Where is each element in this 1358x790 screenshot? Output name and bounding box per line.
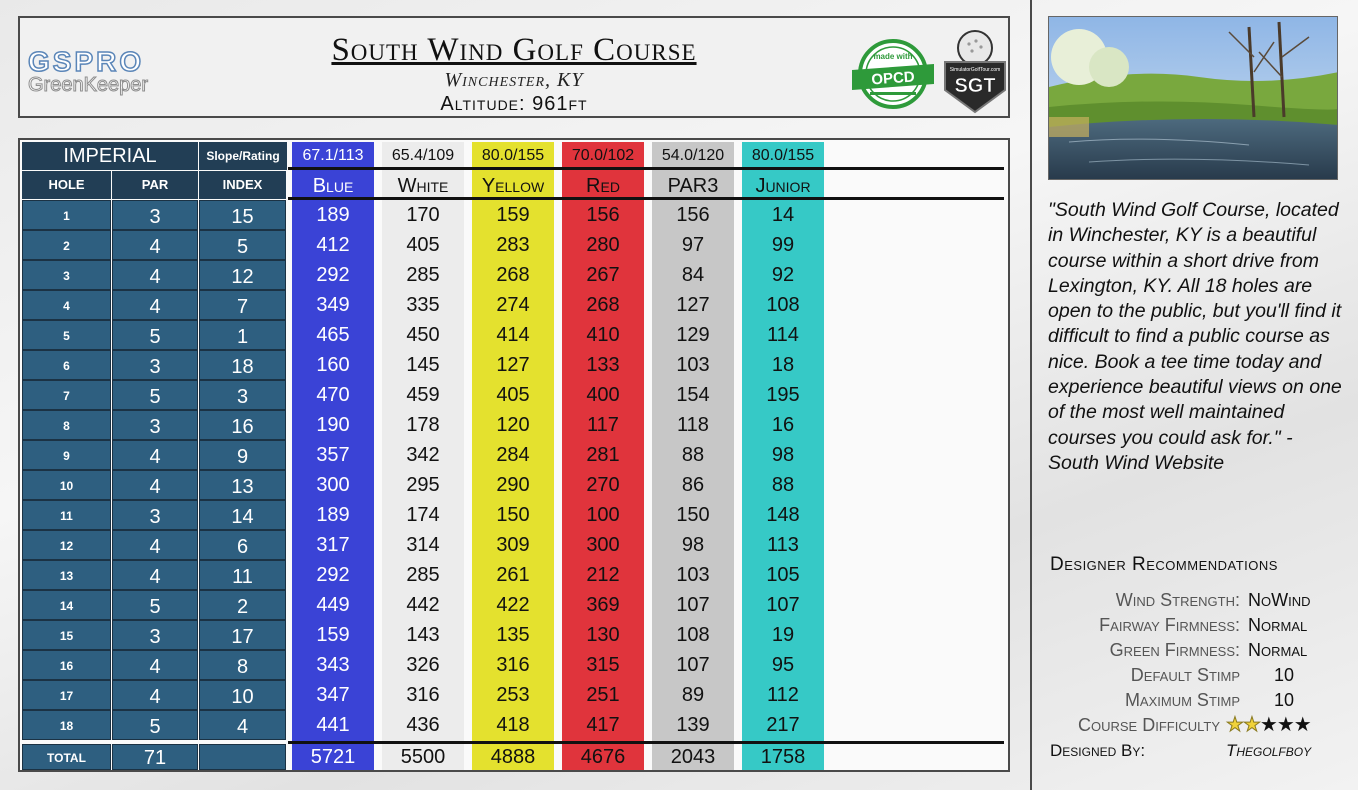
scorecard-table bbox=[18, 138, 1010, 772]
sgt-main-text: SGT bbox=[954, 75, 996, 97]
yardage-red: 270 bbox=[586, 474, 620, 496]
star-empty-icon: ★ bbox=[1293, 714, 1311, 736]
yardage-par3: 150 bbox=[676, 504, 710, 526]
hole-par: 4 bbox=[112, 440, 198, 470]
yardage-white: 450 bbox=[406, 324, 440, 346]
star-filled-icon: ★ bbox=[1226, 714, 1243, 736]
yardage-junior: 14 bbox=[771, 204, 795, 226]
yardage-white: 335 bbox=[406, 294, 440, 316]
yardage-white: 295 bbox=[406, 474, 440, 496]
yardage-red: 281 bbox=[586, 444, 620, 466]
total-yardage-blue: 5721 bbox=[310, 746, 356, 768]
course-description: "South Wind Golf Course, located in Winchester, KY is a beautiful course within a short drive from Lexington, KY. All 18 holes are open to the public, but you'll find it difficult to find a public course as nice. Book a tee time today and experience beautiful views on one of the most well maintained courses you could ask for." - South Wind Website bbox=[1048, 199, 1342, 474]
opcd-main-text: OPCD bbox=[870, 68, 916, 89]
yardage-junior: 217 bbox=[766, 714, 800, 736]
yardage-junior: 114 bbox=[767, 324, 799, 346]
hole-index: 15 bbox=[199, 200, 286, 230]
hole-index: 14 bbox=[199, 500, 286, 530]
yardage-junior: 195 bbox=[766, 384, 800, 406]
hole-number: 16 bbox=[22, 650, 111, 680]
fairway-firmness-label: Fairway Firmness: bbox=[1099, 615, 1240, 635]
maximum-stimp-label: Maximum Stimp bbox=[1124, 690, 1240, 710]
yardage-red: 267 bbox=[586, 264, 620, 286]
total-yardage-white: 5500 bbox=[400, 746, 446, 768]
hole-number: 14 bbox=[22, 590, 111, 620]
yardage-par3: 98 bbox=[681, 534, 705, 556]
yardage-white: 316 bbox=[406, 684, 440, 706]
yardage-blue: 357 bbox=[316, 444, 350, 466]
designed-by-label: Designed By: bbox=[1050, 741, 1146, 760]
hole-par: 3 bbox=[112, 200, 198, 230]
total-index-empty bbox=[199, 744, 286, 770]
yardage-red: 251 bbox=[586, 684, 620, 706]
hole-par: 4 bbox=[112, 230, 198, 260]
yardage-junior: 113 bbox=[767, 534, 799, 556]
yardage-yellow: 120 bbox=[496, 414, 530, 436]
yardage-par3: 86 bbox=[681, 474, 705, 496]
wind-strength-value: NoWind bbox=[1248, 590, 1311, 610]
hole-par: 4 bbox=[112, 260, 198, 290]
yardage-yellow: 405 bbox=[496, 384, 530, 406]
hole-number: 1 bbox=[22, 200, 111, 230]
yardage-blue: 412 bbox=[316, 234, 350, 256]
tee-name-red: Red bbox=[586, 175, 620, 197]
yardage-white: 285 bbox=[406, 564, 440, 586]
yardage-yellow: 159 bbox=[496, 204, 530, 226]
designer-name: Thegolfboy bbox=[1226, 741, 1312, 760]
yardage-white: 143 bbox=[406, 624, 440, 646]
yardage-blue: 189 bbox=[316, 504, 350, 526]
tee-name-par3: PAR3 bbox=[667, 175, 719, 197]
header-divider-top bbox=[288, 167, 1004, 170]
yardage-white: 436 bbox=[406, 714, 440, 736]
yardage-yellow: 284 bbox=[496, 444, 530, 466]
yardage-par3: 103 bbox=[676, 564, 710, 586]
hole-par: 4 bbox=[112, 530, 198, 560]
yardage-par3: 84 bbox=[681, 264, 705, 286]
hole-index: 1 bbox=[199, 320, 286, 350]
yardage-red: 417 bbox=[586, 714, 620, 736]
unit-label: IMPERIAL bbox=[22, 142, 198, 170]
hole-number: 8 bbox=[22, 410, 111, 440]
course-title: South Wind Golf Course bbox=[331, 32, 697, 68]
index-column-header: INDEX bbox=[199, 171, 286, 199]
hole-par: 4 bbox=[112, 470, 198, 500]
hole-number: 17 bbox=[22, 680, 111, 710]
yardage-blue: 300 bbox=[316, 474, 350, 496]
star-empty-icon: ★ bbox=[1259, 714, 1277, 736]
tee-rating-white: 65.4/109 bbox=[391, 147, 455, 164]
yardage-blue: 159 bbox=[316, 624, 350, 646]
total-label: TOTAL bbox=[22, 744, 111, 770]
yardage-yellow: 418 bbox=[496, 714, 530, 736]
tee-name-blue: Blue bbox=[312, 175, 354, 197]
yardage-red: 300 bbox=[586, 534, 620, 556]
total-yardage-yellow: 4888 bbox=[490, 746, 536, 768]
hole-number: 9 bbox=[22, 440, 111, 470]
total-yardage-junior: 1758 bbox=[760, 746, 806, 768]
par-column-header: PAR bbox=[112, 171, 198, 199]
yardage-par3: 108 bbox=[676, 624, 710, 646]
hole-number: 5 bbox=[22, 320, 111, 350]
course-location: Winchester, KY bbox=[444, 69, 584, 91]
slope-rating-label: Slope/Rating bbox=[199, 142, 287, 170]
yardage-yellow: 422 bbox=[496, 594, 530, 616]
yardage-par3: 127 bbox=[676, 294, 710, 316]
designer-recommendations-heading: Designer Recommendations bbox=[1050, 554, 1278, 575]
yardage-par3: 154 bbox=[676, 384, 710, 406]
maximum-stimp-value: 10 bbox=[1274, 690, 1295, 710]
yardage-yellow: 268 bbox=[496, 264, 530, 286]
yardage-blue: 190 bbox=[316, 414, 350, 436]
hole-index: 13 bbox=[199, 470, 286, 500]
star-empty-icon: ★ bbox=[1276, 714, 1294, 736]
yardage-par3: 88 bbox=[681, 444, 705, 466]
hole-par: 4 bbox=[112, 290, 198, 320]
yardage-yellow: 283 bbox=[496, 234, 530, 256]
yardage-white: 178 bbox=[406, 414, 440, 436]
hole-par: 4 bbox=[112, 650, 198, 680]
hole-number: 6 bbox=[22, 350, 111, 380]
yardage-blue: 343 bbox=[316, 654, 350, 676]
tee-name-white: White bbox=[397, 175, 449, 197]
gspro-logo: GSPRO bbox=[28, 46, 145, 77]
total-par: 71 bbox=[112, 744, 198, 770]
yardage-blue: 189 bbox=[316, 204, 350, 226]
yardage-par3: 156 bbox=[676, 204, 710, 226]
hole-index: 9 bbox=[199, 440, 286, 470]
yardage-junior: 107 bbox=[766, 594, 800, 616]
yardage-red: 100 bbox=[586, 504, 620, 526]
hole-index: 18 bbox=[199, 350, 286, 380]
yardage-blue: 292 bbox=[316, 564, 350, 586]
hole-index: 17 bbox=[199, 620, 286, 650]
yardage-red: 268 bbox=[586, 294, 620, 316]
yardage-red: 280 bbox=[586, 234, 620, 256]
yardage-yellow: 127 bbox=[496, 354, 530, 376]
yardage-white: 326 bbox=[406, 654, 440, 676]
hole-index: 16 bbox=[199, 410, 286, 440]
hole-index: 7 bbox=[199, 290, 286, 320]
hole-number: 11 bbox=[22, 500, 111, 530]
opcd-badge-icon bbox=[850, 38, 936, 110]
hole-index: 10 bbox=[199, 680, 286, 710]
hole-index: 2 bbox=[199, 590, 286, 620]
yardage-yellow: 274 bbox=[496, 294, 530, 316]
hole-par: 3 bbox=[112, 350, 198, 380]
hole-number: 2 bbox=[22, 230, 111, 260]
star-filled-icon: ★ bbox=[1242, 714, 1260, 736]
tee-rating-par3: 54.0/120 bbox=[661, 147, 725, 164]
hole-index: 11 bbox=[199, 560, 286, 590]
hole-column-header: HOLE bbox=[22, 171, 111, 199]
hole-par: 3 bbox=[112, 500, 198, 530]
yardage-par3: 129 bbox=[676, 324, 710, 346]
opcd-top-text: made with bbox=[873, 52, 913, 61]
yardage-junior: 112 bbox=[767, 684, 799, 706]
yardage-junior: 18 bbox=[771, 354, 795, 376]
yardage-junior: 148 bbox=[766, 504, 800, 526]
yardage-white: 285 bbox=[406, 264, 440, 286]
yardage-blue: 465 bbox=[316, 324, 350, 346]
yardage-junior: 98 bbox=[771, 444, 795, 466]
yardage-par3: 89 bbox=[681, 684, 705, 706]
yardage-par3: 107 bbox=[676, 654, 710, 676]
yardage-par3: 139 bbox=[676, 714, 710, 736]
panel-divider bbox=[1030, 0, 1032, 790]
yardage-yellow: 150 bbox=[496, 504, 530, 526]
hole-number: 18 bbox=[22, 710, 111, 740]
yardage-blue: 317 bbox=[316, 534, 350, 556]
yardage-blue: 441 bbox=[316, 714, 350, 736]
yardage-par3: 103 bbox=[676, 354, 710, 376]
wind-strength-label: Wind Strength: bbox=[1115, 590, 1240, 610]
tee-name-junior: Junior bbox=[755, 175, 811, 197]
yardage-blue: 292 bbox=[316, 264, 350, 286]
hole-par: 5 bbox=[112, 710, 198, 740]
hole-number: 10 bbox=[22, 470, 111, 500]
yardage-yellow: 290 bbox=[496, 474, 530, 496]
tee-rating-red: 70.0/102 bbox=[571, 147, 635, 164]
hole-par: 4 bbox=[112, 560, 198, 590]
sgt-badge-icon bbox=[942, 26, 1008, 114]
yardage-junior: 16 bbox=[771, 414, 795, 436]
yardage-white: 314 bbox=[406, 534, 440, 556]
hole-par: 5 bbox=[112, 590, 198, 620]
yardage-red: 130 bbox=[586, 624, 620, 646]
hole-index: 6 bbox=[199, 530, 286, 560]
hole-par: 5 bbox=[112, 320, 198, 350]
yardage-blue: 470 bbox=[316, 384, 350, 406]
yardage-blue: 347 bbox=[316, 684, 350, 706]
tee-rating-yellow: 80.0/155 bbox=[481, 147, 545, 164]
yardage-white: 442 bbox=[406, 594, 440, 616]
tee-rating-junior: 80.0/155 bbox=[751, 147, 815, 164]
yardage-red: 212 bbox=[586, 564, 620, 586]
course-altitude: Altitude: 961ft bbox=[440, 93, 588, 115]
hole-index: 4 bbox=[199, 710, 286, 740]
yardage-junior: 105 bbox=[766, 564, 800, 586]
hole-number: 3 bbox=[22, 260, 111, 290]
total-yardage-par3: 2043 bbox=[670, 746, 716, 768]
yardage-red: 315 bbox=[586, 654, 620, 676]
hole-number: 4 bbox=[22, 290, 111, 320]
tee-rating-blue: 67.1/113 bbox=[302, 147, 364, 164]
yardage-white: 170 bbox=[406, 204, 440, 226]
green-firmness-value: Normal bbox=[1248, 640, 1308, 660]
hole-index: 12 bbox=[199, 260, 286, 290]
header-panel bbox=[18, 16, 1010, 118]
yardage-white: 459 bbox=[406, 384, 440, 406]
sgt-top-text: SimulatorGolfTour.com bbox=[949, 67, 1001, 73]
yardage-white: 145 bbox=[406, 354, 440, 376]
yardage-blue: 160 bbox=[316, 354, 350, 376]
course-difficulty-label: Course Difficulty bbox=[1078, 715, 1220, 735]
yardage-junior: 108 bbox=[766, 294, 800, 316]
fairway-firmness-value: Normal bbox=[1248, 615, 1308, 635]
hole-index: 3 bbox=[199, 380, 286, 410]
yardage-red: 156 bbox=[586, 204, 620, 226]
yardage-junior: 95 bbox=[771, 654, 795, 676]
total-yardage-red: 4676 bbox=[580, 746, 626, 768]
yardage-yellow: 316 bbox=[496, 654, 530, 676]
course-difficulty-stars bbox=[1226, 712, 1311, 737]
default-stimp-label: Default Stimp bbox=[1130, 665, 1240, 685]
yardage-junior: 88 bbox=[771, 474, 795, 496]
default-stimp-value: 10 bbox=[1274, 665, 1295, 685]
hole-par: 4 bbox=[112, 680, 198, 710]
yardage-blue: 449 bbox=[316, 594, 350, 616]
hole-par: 5 bbox=[112, 380, 198, 410]
hole-number: 13 bbox=[22, 560, 111, 590]
yardage-par3: 97 bbox=[681, 234, 705, 256]
hole-number: 15 bbox=[22, 620, 111, 650]
yardage-yellow: 135 bbox=[496, 624, 530, 646]
yardage-par3: 107 bbox=[676, 594, 710, 616]
yardage-white: 342 bbox=[406, 444, 440, 466]
yardage-junior: 19 bbox=[771, 624, 795, 646]
hole-index: 8 bbox=[199, 650, 286, 680]
yardage-yellow: 309 bbox=[496, 534, 530, 556]
yardage-yellow: 253 bbox=[496, 684, 530, 706]
yardage-red: 117 bbox=[587, 414, 619, 436]
course-photo bbox=[1048, 16, 1338, 180]
yardage-junior: 92 bbox=[771, 264, 795, 286]
yardage-white: 174 bbox=[406, 504, 440, 526]
hole-par: 3 bbox=[112, 620, 198, 650]
yardage-yellow: 261 bbox=[496, 564, 530, 586]
greenkeeper-logo: GreenKeeper bbox=[28, 74, 149, 96]
tee-name-yellow: Yellow bbox=[481, 175, 545, 197]
yardage-yellow: 414 bbox=[496, 324, 530, 346]
yardage-par3: 118 bbox=[677, 414, 709, 436]
yardage-red: 133 bbox=[586, 354, 620, 376]
yardage-junior: 99 bbox=[771, 234, 795, 256]
yardage-red: 400 bbox=[586, 384, 620, 406]
hole-index: 5 bbox=[199, 230, 286, 260]
yardage-white: 405 bbox=[406, 234, 440, 256]
hole-number: 12 bbox=[22, 530, 111, 560]
yardage-red: 369 bbox=[586, 594, 620, 616]
yardage-red: 410 bbox=[586, 324, 620, 346]
hole-par: 3 bbox=[112, 410, 198, 440]
hole-number: 7 bbox=[22, 380, 111, 410]
green-firmness-label: Green Firmness: bbox=[1109, 640, 1240, 660]
yardage-blue: 349 bbox=[316, 294, 350, 316]
